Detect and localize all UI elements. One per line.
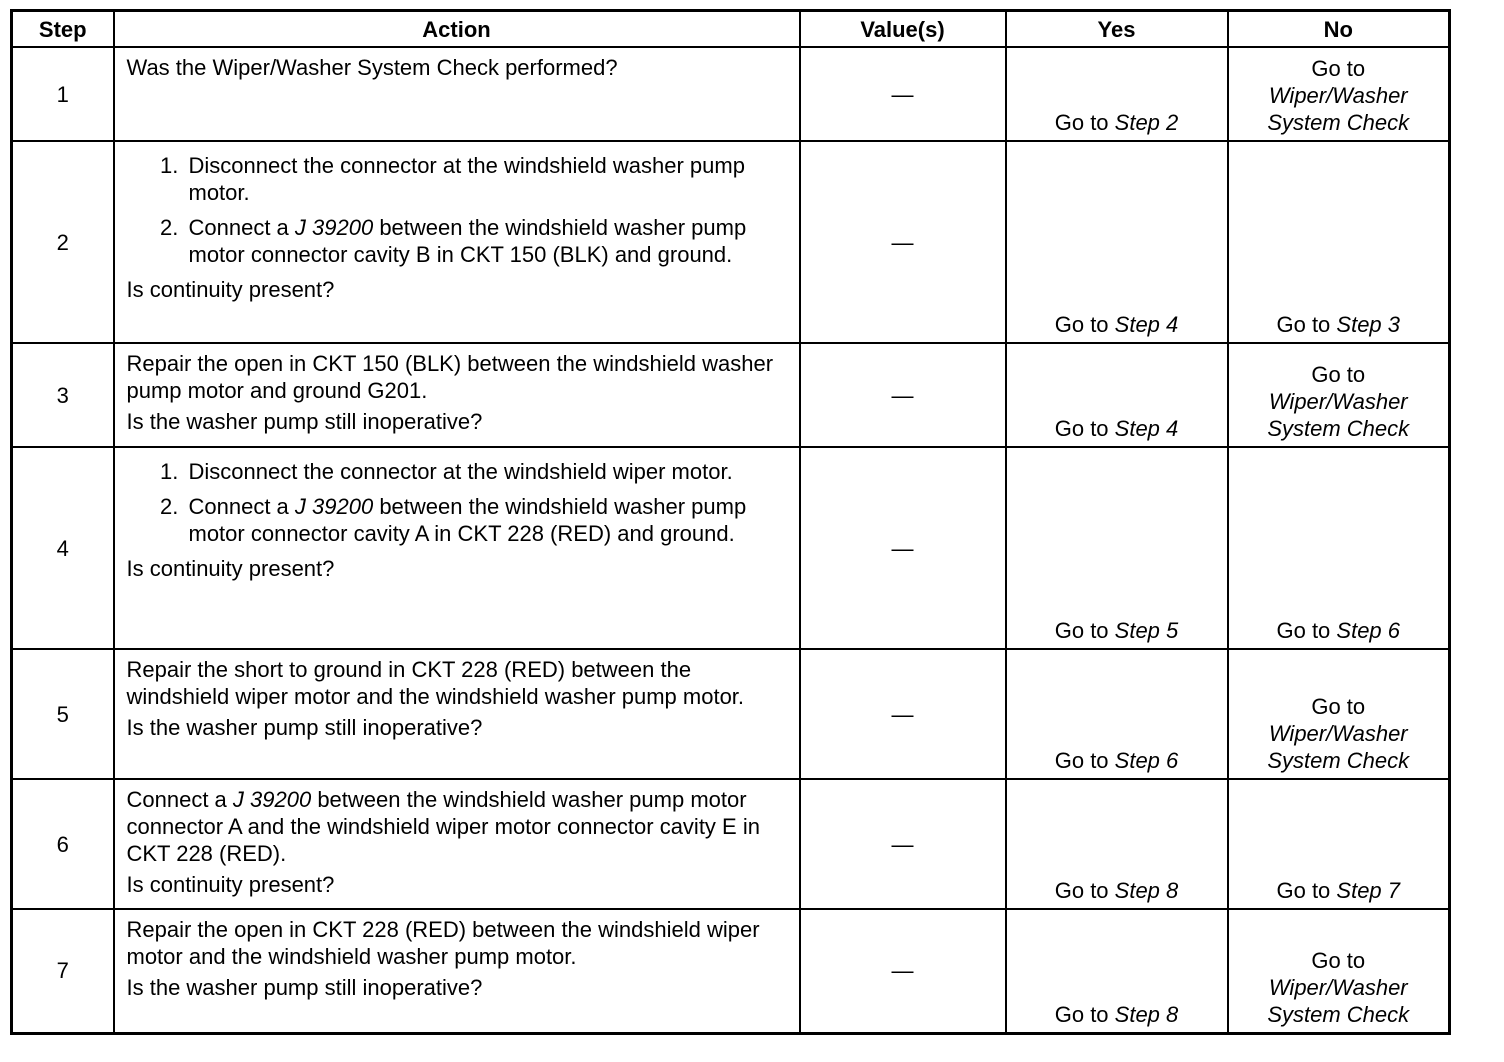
table-row	[12, 447, 1450, 649]
procedure-item	[185, 214, 791, 268]
procedure-text: between the windshield washer pump motor connector cavity A in CKT 228 (RED) and ground.	[188, 494, 747, 546]
table-row	[12, 141, 1450, 343]
header-row	[12, 11, 1450, 48]
table-row	[12, 343, 1450, 447]
procedure-list	[127, 152, 791, 268]
header-yes: Yes	[1006, 11, 1228, 48]
yes-step-ref: Step 2	[1114, 110, 1179, 135]
tool-ref: J 39200	[232, 787, 312, 812]
action-cell	[114, 649, 800, 779]
action-text: Was the Wiper/Washer System Check performed?	[126, 55, 618, 80]
value-cell: —	[800, 141, 1006, 343]
yes-cell	[1006, 779, 1228, 909]
tool-ref: J 39200	[294, 494, 374, 519]
value-cell: —	[800, 909, 1006, 1033]
no-cell	[1228, 447, 1450, 649]
yes-step-ref: Step 8	[1114, 1001, 1179, 1027]
yes-prefix: Go to	[1054, 110, 1115, 135]
no-cell	[1228, 649, 1450, 779]
no-prefix: Go to	[1276, 312, 1337, 337]
no-cell	[1228, 343, 1450, 447]
step-number: 2	[12, 141, 114, 343]
header-no: No	[1228, 11, 1450, 48]
no-ref-line1: Wiper/Washer	[1268, 389, 1408, 414]
no-prefix: Go to	[1276, 878, 1337, 903]
no-cell	[1228, 909, 1450, 1033]
value-cell: —	[800, 447, 1006, 649]
action-cell	[114, 343, 800, 447]
action-text-part: Connect a	[126, 787, 233, 812]
value-cell: —	[800, 649, 1006, 779]
action-text: Repair the open in CKT 228 (RED) between the windshield wiper motor and the windshield washer pump motor.	[126, 917, 760, 969]
step-number: 1	[12, 47, 114, 141]
table-row	[12, 909, 1450, 1033]
no-step-ref: Step 7	[1336, 878, 1401, 903]
step-number: 3	[12, 343, 114, 447]
yes-cell	[1006, 47, 1228, 141]
no-ref-line2: System Check	[1267, 1001, 1410, 1027]
procedure-text: between the windshield washer pump motor connector cavity B in CKT 150 (BLK) and ground.	[188, 215, 747, 267]
no-prefix: Go to	[1311, 694, 1366, 719]
yes-step-ref: Step 6	[1114, 748, 1179, 773]
question-text: Is the washer pump still inoperative?	[126, 715, 483, 740]
no-ref-line1: Wiper/Washer	[1268, 721, 1408, 746]
question-text: Is continuity present?	[126, 556, 335, 581]
yes-cell	[1006, 649, 1228, 779]
no-prefix: Go to	[1276, 618, 1337, 643]
yes-cell	[1006, 909, 1228, 1033]
action-cell	[114, 779, 800, 909]
action-text: Repair the short to ground in CKT 228 (RED) between the windshield wiper motor and the windshield washer pump motor.	[126, 657, 745, 709]
action-cell	[114, 47, 800, 141]
yes-cell	[1006, 447, 1228, 649]
yes-cell	[1006, 343, 1228, 447]
table-row	[12, 779, 1450, 909]
no-prefix: Go to	[1311, 56, 1366, 81]
question-text: Is continuity present?	[126, 277, 335, 302]
action-cell	[114, 141, 800, 343]
procedure-item	[185, 493, 791, 547]
yes-step-ref: Step 4	[1114, 312, 1179, 337]
procedure-text: Connect a	[188, 215, 295, 240]
yes-step-ref: Step 5	[1114, 618, 1179, 643]
procedure-item: 1. Disconnect the connector at the windshield wiper motor.	[185, 458, 791, 485]
value-cell: —	[800, 779, 1006, 909]
header-step: Step	[12, 11, 114, 48]
action-cell	[114, 447, 800, 649]
value-cell: —	[800, 47, 1006, 141]
question-text: Is continuity present?	[126, 872, 335, 897]
no-step-ref: Step 6	[1336, 618, 1401, 643]
yes-step-ref: Step 8	[1114, 878, 1179, 903]
no-prefix: Go to	[1311, 947, 1366, 973]
header-values: Value(s)	[800, 11, 1006, 48]
yes-cell	[1006, 141, 1228, 343]
no-ref-line2: System Check	[1267, 110, 1410, 135]
action-text: Repair the open in CKT 150 (BLK) between the windshield washer pump motor and ground G201.	[126, 351, 774, 403]
yes-prefix: Go to	[1054, 748, 1115, 773]
no-cell	[1228, 47, 1450, 141]
action-cell	[114, 909, 800, 1033]
procedure-list	[127, 458, 791, 547]
question-text: Is the washer pump still inoperative?	[126, 409, 483, 434]
action-text	[127, 786, 791, 867]
diagnostic-table	[10, 9, 1451, 1035]
yes-prefix: Go to	[1054, 416, 1115, 441]
step-number: 7	[12, 909, 114, 1033]
yes-step-ref: Step 4	[1114, 416, 1179, 441]
yes-prefix: Go to	[1054, 312, 1115, 337]
yes-prefix: Go to	[1054, 1001, 1115, 1027]
question-text: Is the washer pump still inoperative?	[126, 975, 483, 1000]
action-text-part: between the windshield washer pump motor connector A and the windshield wiper motor connector cavity E in CKT 228 (RED).	[126, 787, 760, 866]
procedure-text: Connect a	[188, 494, 295, 519]
yes-prefix: Go to	[1054, 618, 1115, 643]
no-cell	[1228, 141, 1450, 343]
no-ref-line2: System Check	[1267, 748, 1410, 773]
yes-prefix: Go to	[1054, 878, 1115, 903]
tool-ref: J 39200	[294, 215, 374, 240]
no-prefix: Go to	[1311, 362, 1366, 387]
table-row	[12, 649, 1450, 779]
header-action: Action	[114, 11, 800, 48]
no-step-ref: Step 3	[1336, 312, 1401, 337]
no-ref-line1: Wiper/Washer	[1268, 974, 1408, 1000]
step-number: 5	[12, 649, 114, 779]
value-cell: —	[800, 343, 1006, 447]
no-cell	[1228, 779, 1450, 909]
table-row	[12, 47, 1450, 141]
step-number: 6	[12, 779, 114, 909]
procedure-item: 1. Disconnect the connector at the windshield washer pump motor.	[185, 152, 791, 206]
no-ref-line2: System Check	[1267, 416, 1410, 441]
step-number: 4	[12, 447, 114, 649]
no-ref-line1: Wiper/Washer	[1268, 83, 1408, 108]
